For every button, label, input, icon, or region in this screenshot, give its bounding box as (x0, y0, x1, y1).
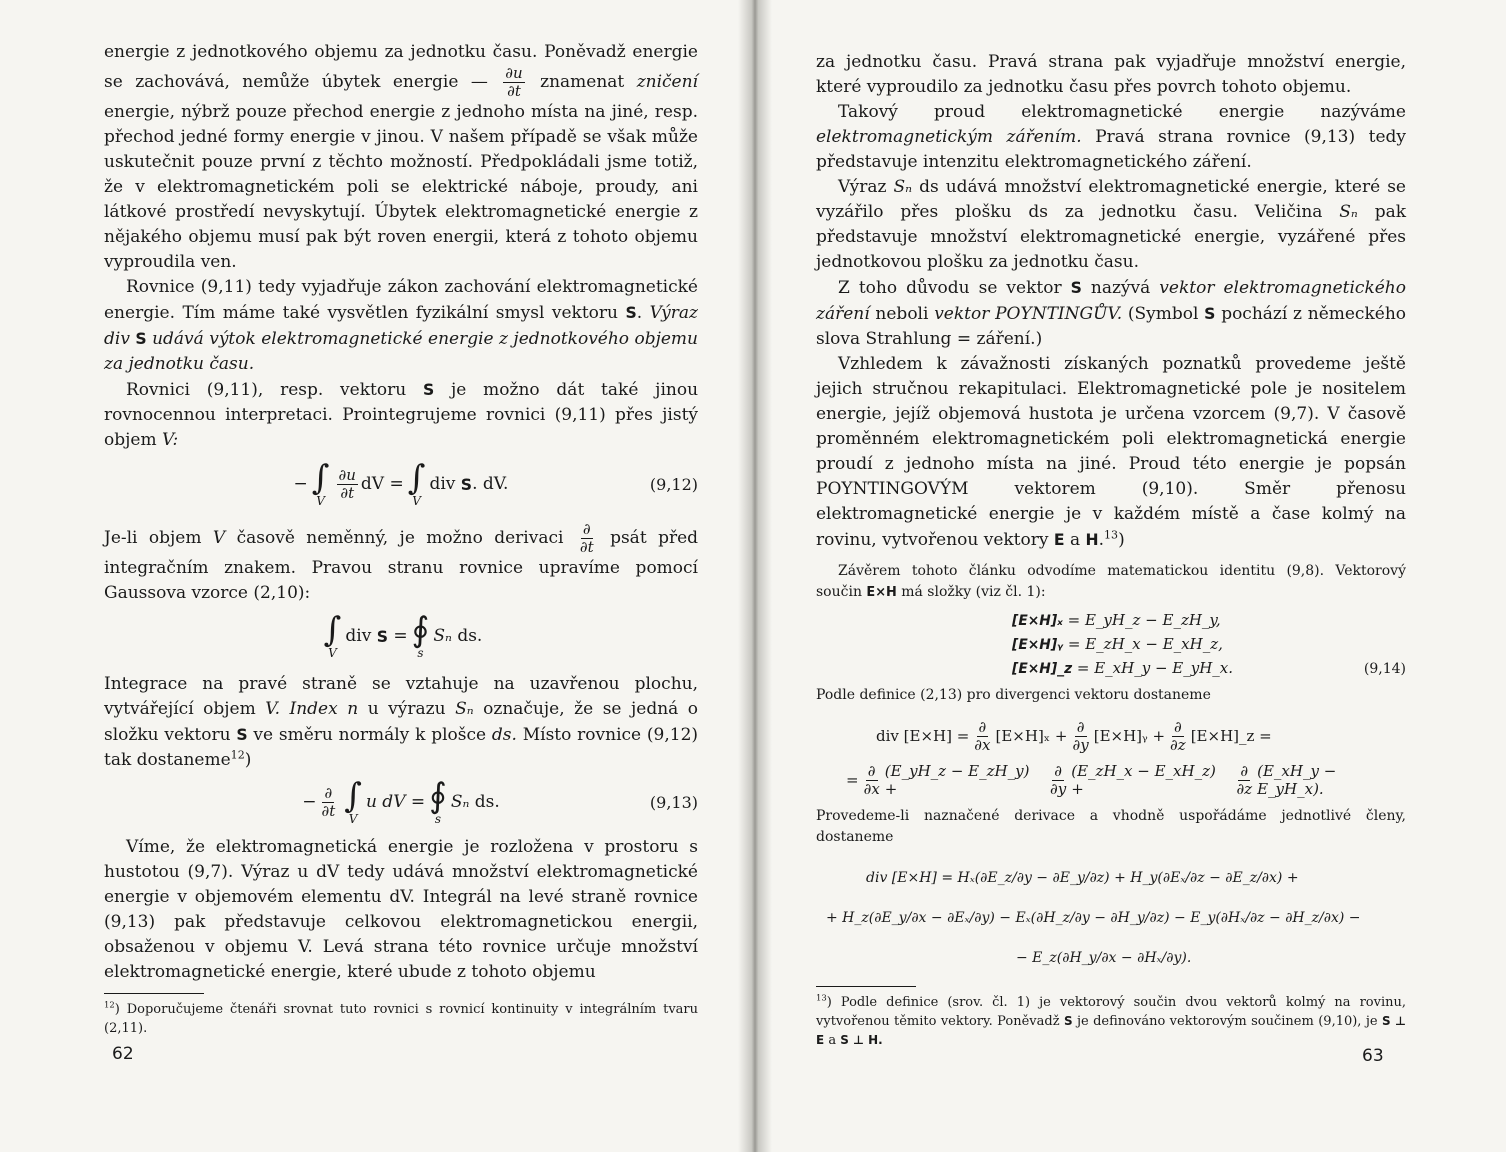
left-page (0, 0, 748, 1152)
page-number: 62 (112, 1044, 134, 1064)
equation-number: (9,13) (649, 792, 698, 812)
paragraph: Víme, že elektromagnetická energie je rozložena v prostoru s hustotou (9,7). Výraz u dV tedy udává množství elektromagnetické energie v objemovém elementu dV. Integrál na levé straně rovnice (9,13) pak představuje celkovou elektromagnetickou energii, obsaženou v objemu V. Levá strana této rovnice určuje množství elektromagnetické energie, které ubude z tohoto objemu (104, 837, 698, 982)
paragraph: Výraz Sₙ ds udává množství elektromagnetické energie, které se vyzářilo přes plošku ds za jednotku času. Veličina Sₙ pak představuje množství elektromagnetické energie, vyzářené přes jednotkovou plošku za jednotku času. (816, 177, 1407, 272)
paragraph: Rovnici (9,11), resp. vektoru S je možno dát také jinou rovnocennou interpretaci. Prointegrujeme rovnici (9,11) přes jistý objem V: (104, 380, 699, 450)
paragraph: Z toho důvodu se vektor S nazývá vektor elektromagnetického záření neboli vektor POYNTINGŮV. (Symbol S pochází z německého slova Strahlung = záření.) (816, 278, 1407, 349)
footnote-rule (104, 993, 204, 994)
equation-9-12: − ∫ V $\frac{\partial u}{\partial t}$ dV = ∫ V div S . dV. (9,12) (293, 458, 698, 508)
left-text-column (104, 40, 698, 1038)
equation-9-14: [E×H]ₓ = E_yH_z − E_zH_y, [E×H]ᵧ = E_zH_x − E_xH_z, [E×H]_z = E_xH_y − E_yH_x. (9,14) (816, 609, 1406, 681)
paragraph: Vzhledem k závažnosti získaných poznatků provedeme ještě jejich stručnou rekapitulaci. Elektromagnetické pole je nositelem energie, jejíž objemová hustota je určena vzorcem (9,7). V časově proměnném elektromagnetickém poli elektromagnetická energie proudí z jednoho místa na jiné. Proud této energie je popsán POYNTINGOVÝM vektorem (9,10). Směr přenosu elektromagnetické energie je v každém místě a čase kolmý na rovinu, vytvořenou vektory E a H.$^{13}$) (816, 354, 1406, 550)
footnote-rule (816, 986, 916, 987)
equation-9-13: − $\frac{\partial}{\partial t}$ ∫ V u dV = ∮ s Sₙ ds. (9,13) (302, 776, 698, 826)
paragraph: Rovnice (9,11) tedy vyjadřuje zákon zachování elektromagnetické energie. Tím máme také vysvětlen fyzikální smysl vektoru S. Výraz div S udává výtok elektromagnetické energie z jednotkového objemu za jednotku času. (104, 277, 699, 374)
footnote-13: $^{13}$) Podle definice (srov. čl. 1) je vektorový součin dvou vektorů kolmý na rovinu, vytvořenou těmito vektory. Poněvadž S je definováno vektorovým součinem (9,10), je S ⊥ E a S ⊥ H. (816, 992, 1406, 1048)
paragraph: Provedeme-li naznačené derivace a vhodně uspořádáme jednotlivé členy, dostaneme (816, 808, 1406, 845)
equation-divergence: div [E×H] = $\frac{\partial}{\partial x}$ [E×H]ₓ + $\frac{\partial}{\partial y}$ [E×H]ᵧ + $\frac{\partial}{\partial z}$ [E×H]_z = = $\frac{\partial}{\partial x}$ (E_yH_z − E_zH_y) + $\frac{\partial}{\partial y}$ (E_zH_x − E_xH_z) + $\frac{\partial}{\partial z}$ (E_xH_y − E_yH_x). (846, 717, 1337, 798)
paragraph: Podle definice (2,13) pro divergenci vektoru dostaneme (816, 687, 1211, 703)
paragraph: Je-li objem V časově neměnný, je možno derivaci $\frac{\partial}{\partial t}$ psát před integračním znakem. Pravou stranu rovnice upravíme pomocí Gaussova vzorce (2,10): (104, 520, 699, 603)
right-text-column (816, 50, 1406, 1050)
equation-result: div [E×H] = Hₓ(∂E_z/∂y − ∂E_y/∂z) + H_y(∂Eₓ/∂z − ∂E_z/∂x) + + H_z(∂E_y/∂x − ∂Eₓ/∂y) − Eₓ(∂H_z/∂y − ∂H_y/∂z) − E_y(∂Hₓ/∂z − ∂H_z/∂x) − − E_z(∂H_y/∂x − ∂Hₓ/∂y). (826, 870, 1361, 966)
paragraph: za jednotku času. Pravá strana pak vyjadřuje množství energie, které vyproudilo za jednotku času přes povrch tohoto objemu. (816, 52, 1406, 97)
fraction: $\frac{\partial u}{\partial t}$ (505, 64, 523, 100)
paragraph: Závěrem tohoto článku odvodíme matematickou identitu (9,8). Vektorový součin E×H má složky (viz čl. 1): (816, 563, 1406, 600)
equation-number: (9,12) (649, 474, 698, 494)
right-page (762, 0, 1506, 1152)
equation-gauss: ∫ V div S = ∮ s Sₙ ds. (323, 610, 483, 660)
page-number: 63 (1362, 1046, 1384, 1066)
equation-number: (9,14) (1363, 661, 1406, 677)
paragraph: energie z jednotkového objemu za jednotku času. Poněvadž energie se zachovává, nemůže úbytek energie — $\frac{\partial u}{\partial t}$ znamenat zničení energie, nýbrž pouze přechod energie z jednoho místa na jiné, resp. přechod jedné formy energie v jinou. V našem případě se však může uskutečnit pouze první z těchto možností. Předpokládali jsme totiž, že v elektromagnetickém poli se elektrické náboje, proudy, ani látkové prostředí nevyskytují. Úbytek elektromagnetické energie z nějakého objemu musí pak být roven energii, která z tohoto objemu vyproudila ven. (104, 42, 698, 272)
paragraph: Integrace na pravé straně se vztahuje na uzavřenou plochu, vytvářející objem V. Index n u výrazu Sₙ označuje, že se jedná o složku vektoru S ve směru normály k plošce ds. Místo rovnice (9,12) tak dostaneme$^{12}$) (104, 674, 699, 770)
footnote-12: $^{12}$) Doporučujeme čtenáři srovnat tuto rovnici s rovnicí kontinuity v integrálním tvaru (2,11). (104, 999, 698, 1036)
paragraph: Takový proud elektromagnetické energie nazýváme elektromagnetickým zářením. Pravá strana rovnice (9,13) tedy představuje intenzitu elektromagnetického záření. (816, 102, 1407, 172)
